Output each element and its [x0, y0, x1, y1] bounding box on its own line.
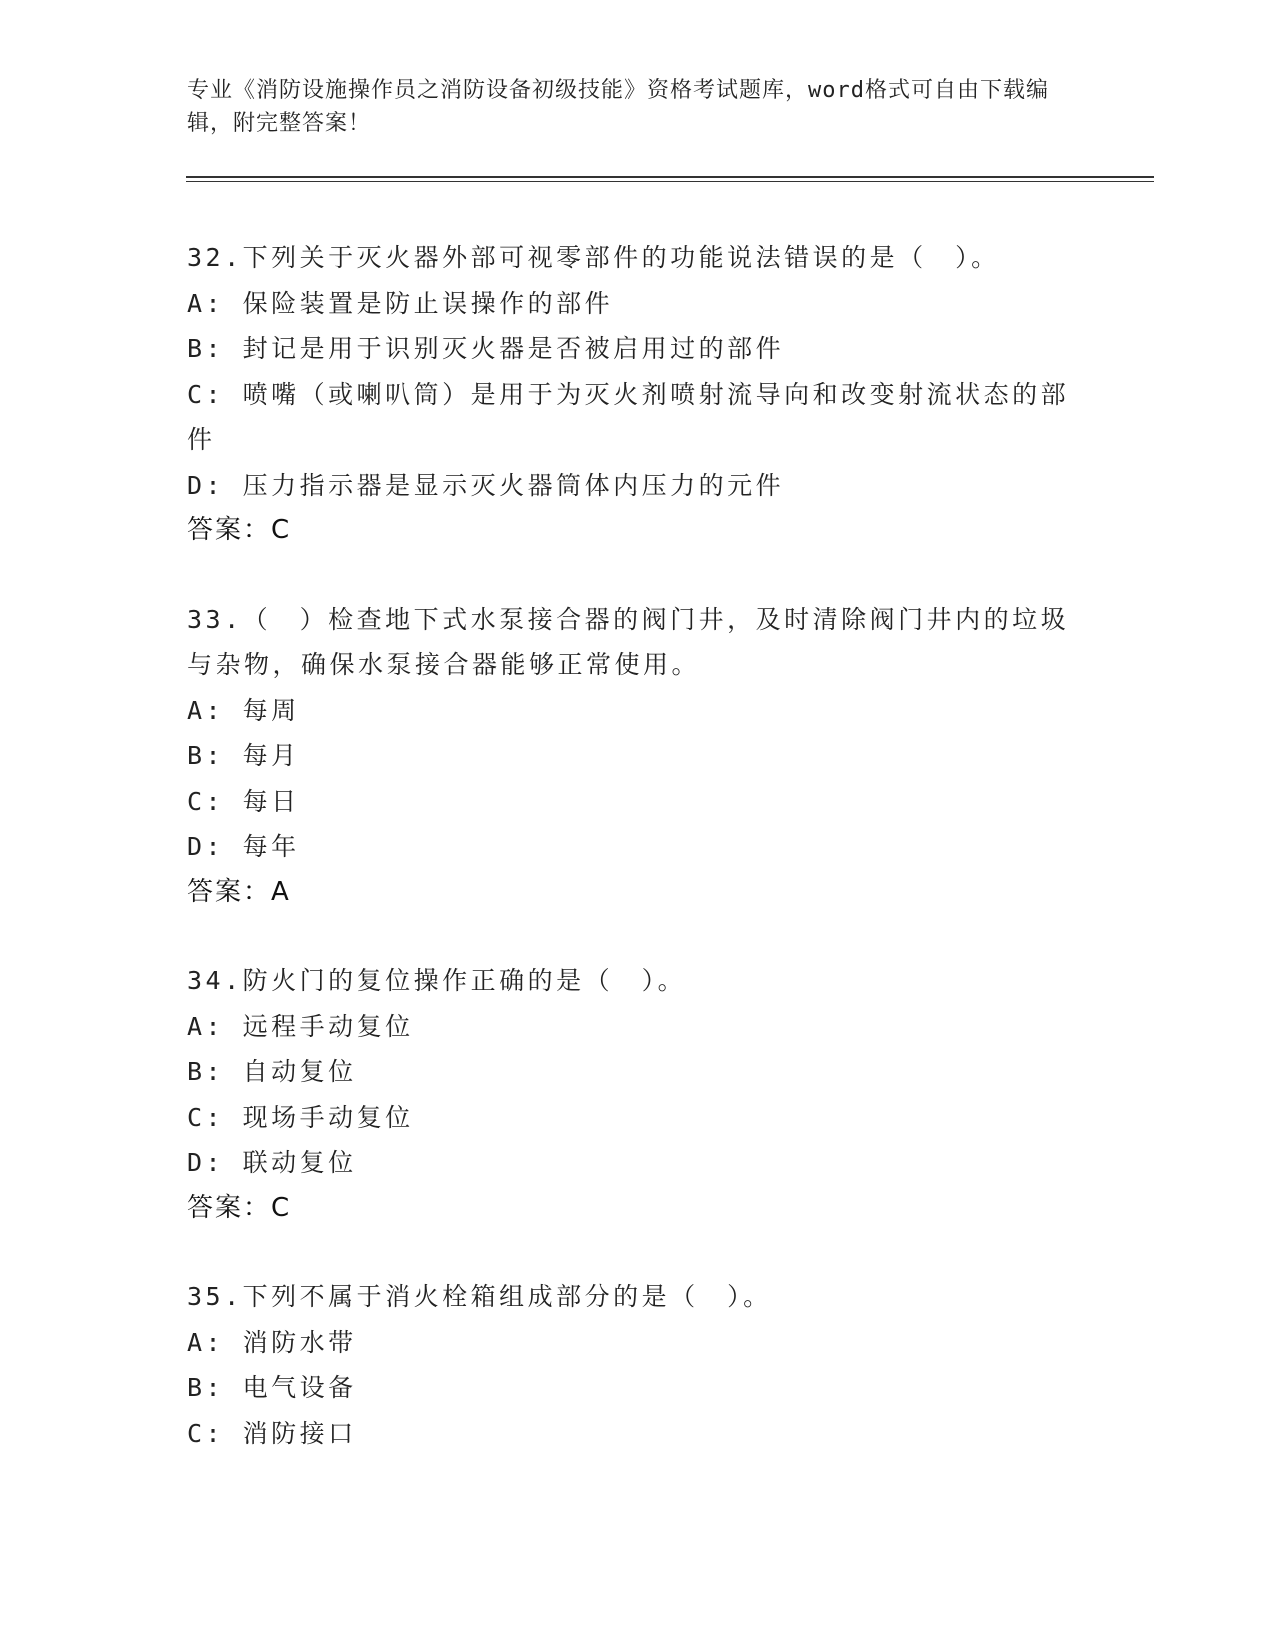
answer: 答案：C — [187, 515, 292, 545]
question-stem: 32.下列关于灭火器外部可视零部件的功能说法错误的是（ ）。 — [187, 243, 1000, 272]
option-d: D: 每年 — [187, 832, 300, 861]
question-stem: 35.下列不属于消火栓箱组成部分的是（ ）。 — [187, 1282, 772, 1311]
answer: 答案：A — [187, 876, 291, 907]
option-c: C: 每日 — [187, 786, 300, 816]
question-32 — [187, 235, 1077, 554]
option-d: D: 压力指示器是显示灭火器筒体内压力的元件 — [187, 470, 785, 500]
question-stem: 33.（ ）检查地下式水泵接合器的阀门井，及时清除阀门井内的垃圾与杂物，确保水泵接合器能够正常使用。 — [187, 604, 1070, 679]
question-35 — [187, 1274, 1077, 1456]
option-b: B: 封记是用于识别灭火器是否被启用过的部件 — [187, 334, 785, 363]
option-b: B: 每月 — [187, 741, 300, 770]
option-a: A: 远程手动复位 — [187, 1011, 414, 1041]
option-d: D: 联动复位 — [187, 1148, 357, 1177]
question-list — [187, 235, 1077, 1499]
option-b: B: 电气设备 — [187, 1373, 357, 1402]
document-header: 专业《消防设施操作员之消防设备初级技能》资格考试题库，word格式可自由下载编辑，附完整答案！ — [187, 78, 1049, 136]
option-c: C: 喷嘴（或喇叭筒）是用于为灭火剂喷射流导向和改变射流状态的部件 — [187, 379, 1070, 454]
option-a: A: 每周 — [187, 695, 300, 725]
option-a: A: 消防水带 — [187, 1327, 357, 1357]
option-b: B: 自动复位 — [187, 1057, 357, 1086]
question-34 — [187, 958, 1077, 1231]
header-divider-thick — [186, 176, 1154, 178]
header-divider-thin — [186, 181, 1154, 182]
option-a: A: 保险装置是防止误操作的部件 — [187, 288, 614, 318]
answer: 答案：C — [187, 1192, 292, 1223]
question-33 — [187, 597, 1077, 916]
question-stem: 34.防火门的复位操作正确的是（ ）。 — [187, 966, 687, 995]
option-c: C: 消防接口 — [187, 1418, 357, 1448]
option-c: C: 现场手动复位 — [187, 1102, 414, 1132]
